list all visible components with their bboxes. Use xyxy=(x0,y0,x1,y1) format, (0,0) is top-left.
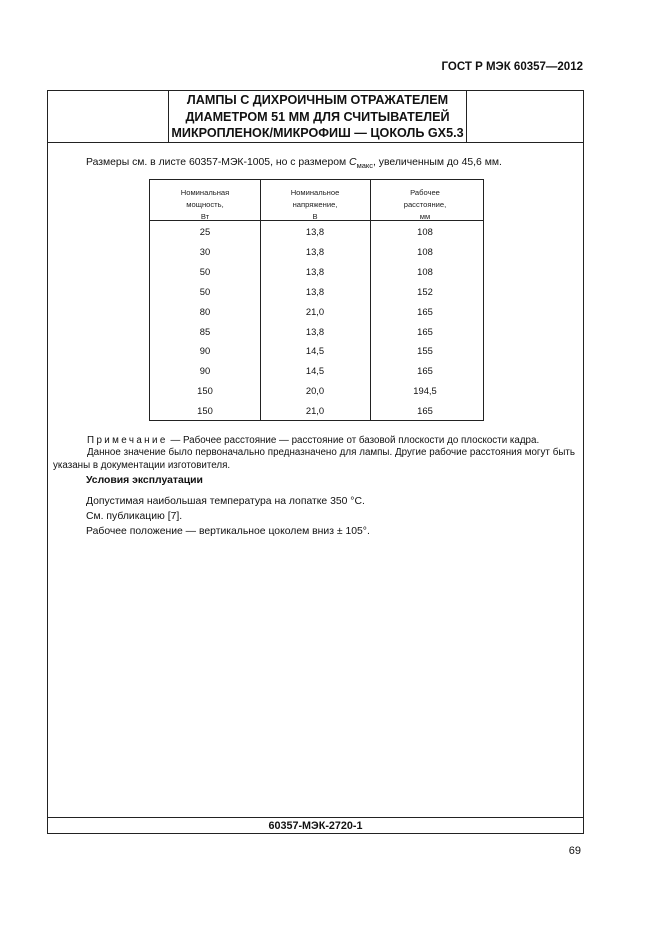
cell-power: 50 xyxy=(199,285,211,297)
sheet-frame xyxy=(47,90,584,834)
header-line: В xyxy=(312,212,318,221)
dimensions-before: Размеры см. в листе 60357-МЭК-1005, но с размером xyxy=(86,157,350,168)
cell-distance: 108 xyxy=(417,245,433,257)
operating-line: См. публикацию [7]. xyxy=(86,511,183,522)
note-line-1 xyxy=(53,435,575,448)
note-label: Примечание xyxy=(87,435,168,446)
cell-power: 80 xyxy=(199,305,211,317)
cell-distance: 165 xyxy=(417,365,433,377)
header-line: Вт xyxy=(200,212,210,221)
page-number: 69 xyxy=(568,845,581,857)
header-distance xyxy=(370,187,480,223)
header-line: расстояние, xyxy=(403,200,447,209)
cell-distance: 152 xyxy=(417,285,433,297)
note-text-1: — Рабочее расстояние — расстояние от базовой плоскости до плоскости кадра. xyxy=(167,435,540,446)
cell-voltage: 14,5 xyxy=(305,345,325,357)
cell-power: 150 xyxy=(197,385,213,397)
title-line: МИКРОПЛЕНОК/МИКРОФИШ — ЦОКОЛЬ GX5.3 xyxy=(171,126,464,140)
header-voltage xyxy=(260,187,370,223)
cell-voltage: 13,8 xyxy=(305,265,325,277)
cell-power: 150 xyxy=(197,405,213,417)
cell-power: 85 xyxy=(199,325,211,337)
cell-voltage: 13,8 xyxy=(305,285,325,297)
standard-code: ГОСТ Р МЭК 60357—2012 xyxy=(441,61,583,73)
cell-voltage: 21,0 xyxy=(305,405,325,417)
cell-voltage: 20,0 xyxy=(305,385,325,397)
cell-distance: 165 xyxy=(417,305,433,317)
cell-voltage: 14,5 xyxy=(305,365,325,377)
header-line: мощность, xyxy=(186,200,224,209)
header-line: напряжение, xyxy=(292,200,338,209)
cell-power: 30 xyxy=(199,245,211,257)
header-line: Рабочее xyxy=(410,188,440,197)
cell-power: 90 xyxy=(199,345,211,357)
cell-distance: 165 xyxy=(417,405,433,417)
operating-line: Допустимая наибольшая температура на лопатке 350 °С. xyxy=(86,496,365,507)
title-box xyxy=(168,91,467,143)
cell-voltage: 13,8 xyxy=(305,245,325,257)
cell-voltage: 21,0 xyxy=(305,305,325,317)
cell-power: 25 xyxy=(199,226,211,237)
title-line: ДИАМЕТРОМ 51 ММ ДЛЯ СЧИТЫВАТЕЛЕЙ xyxy=(185,109,450,124)
header-line: мм xyxy=(419,212,431,221)
title-line: ЛАМПЫ С ДИХРОИЧНЫМ ОТРАЖАТЕЛЕМ xyxy=(186,93,449,107)
header-line: Номинальное xyxy=(290,188,340,197)
dimension-symbol: C xyxy=(349,157,357,168)
header-line: Номинальная xyxy=(180,188,230,197)
dimension-subscript: макс xyxy=(356,161,374,171)
cell-power: 50 xyxy=(199,265,211,277)
operating-line: Рабочее положение — вертикальное цоколем вниз ± 105°. xyxy=(86,526,370,537)
header-power xyxy=(150,187,260,223)
cell-distance: 108 xyxy=(417,226,433,237)
cell-voltage: 13,8 xyxy=(305,325,325,337)
cell-distance: 194,5 xyxy=(413,385,437,397)
title-divider xyxy=(48,142,583,143)
note-line-2: Данное значение было первоначально предназначено для лампы. Другие рабочие расстояния могут быть указаны в документации изготовителя. xyxy=(53,447,575,471)
cell-distance: 155 xyxy=(417,345,433,357)
footer-divider xyxy=(48,817,583,818)
cell-power: 90 xyxy=(199,365,211,377)
cell-distance: 108 xyxy=(417,265,433,277)
sheet-title xyxy=(169,92,466,142)
cell-distance: 165 xyxy=(417,325,433,337)
cell-voltage: 13,8 xyxy=(305,226,325,237)
dimensions-text xyxy=(86,157,502,170)
sheet-code: 60357-МЭК-2720-1 xyxy=(268,820,363,832)
operating-heading: Условия эксплуатации xyxy=(86,475,203,486)
lamp-table xyxy=(149,179,484,421)
dimensions-after: , увеличенным до 45,6 мм. xyxy=(373,157,502,168)
